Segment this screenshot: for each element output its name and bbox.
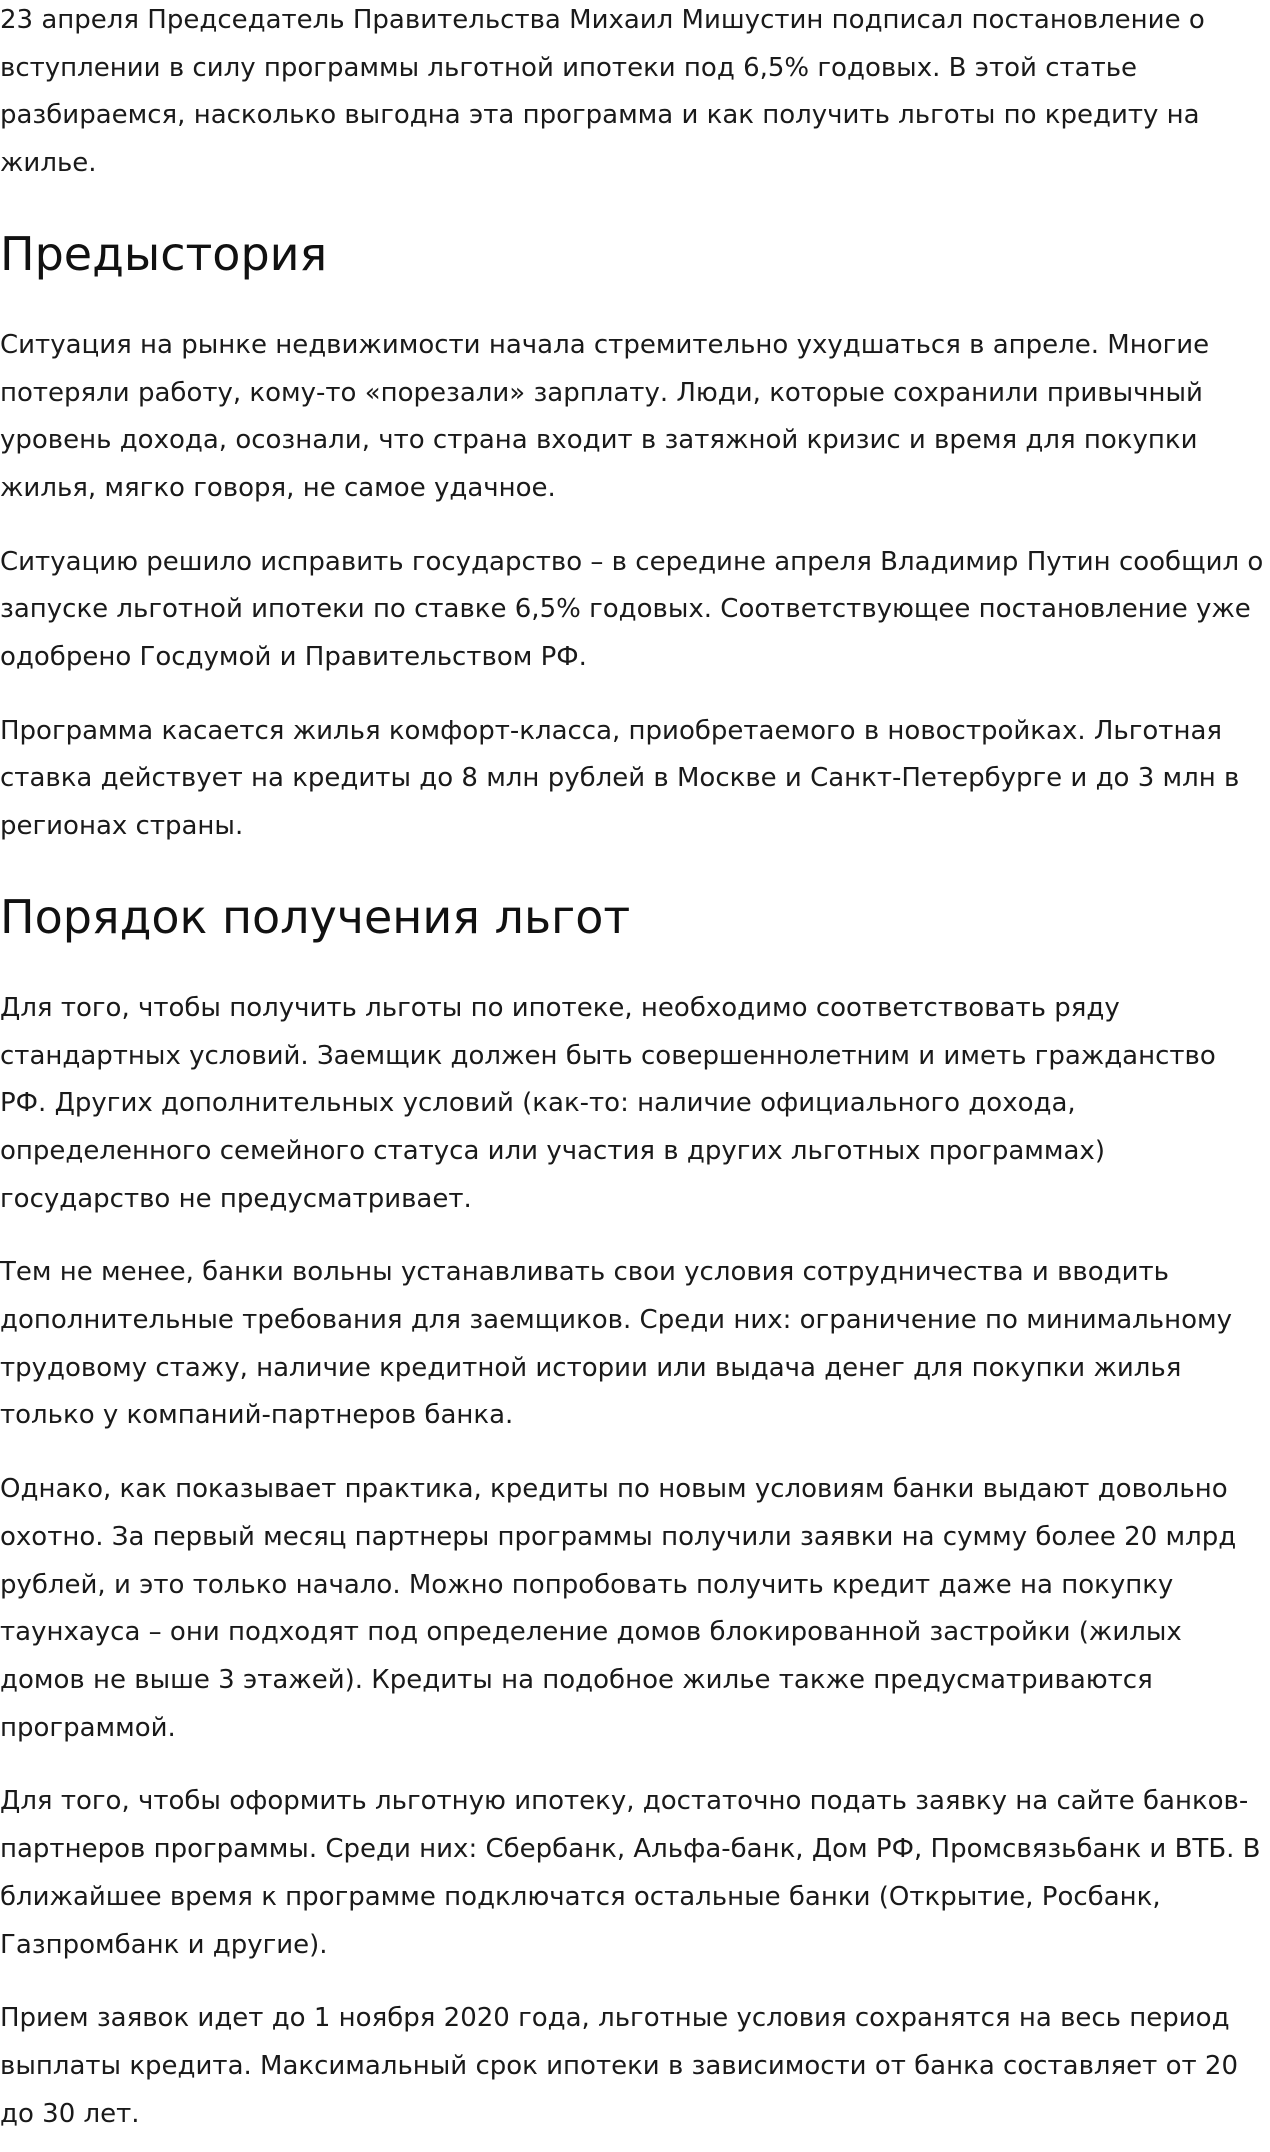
intro-paragraph: 23 апреля Председатель Правительства Михаил Мишустин подписал постановление о вступлении в силу программы льготной ипотеки под 6,5% годовых. В этой статье разбираемся, насколько выгодна эта программа и как получить льготы по кредиту на жилье.: [0, 5, 1205, 179]
paragraph: Прием заявок идет до 1 ноября 2020 года, льготные условия сохранятся на весь период выплаты кредита. Максимальный срок ипотеки в зависимости от банка составляет от 20 до 30 лет.: [0, 2003, 1238, 2129]
paragraph: Однако, как показывает практика, кредиты по новым условиям банки выдают довольно охотно. За первый месяц партнеры программы получили заявки на сумму более 20 млрд рублей, и это только начало. Можно попробовать получить кредит даже на покупку таунхауса – они подходят под определение домов блокированной застройки (жилых домов не выше 3 этажей). Кредиты на подобное жилье также предусматриваются программой.: [0, 1474, 1237, 1743]
paragraph: Для того, чтобы оформить льготную ипотеку, достаточно подать заявку на сайте банков-партнеров программы. Среди них: Сбербанк, Альфа-банк, Дом РФ, Промсвязьбанк и ВТБ. В ближайшее время к программе подключатся остальные банки (Открытие, Росбанк, Газпромбанк и другие).: [0, 1786, 1261, 1960]
paragraph: Ситуация на рынке недвижимости начала стремительно ухудшаться в апреле. Многие потеряли работу, кому-то «порезали» зарплату. Люди, которые сохранили привычный уровень дохода, осознали, что страна входит в затяжной кризис и время для покупки жилья, мягко говоря, не самое удачное.: [0, 329, 1210, 503]
paragraph: Тем не менее, банки вольны устанавливать свои условия сотрудничества и вводить дополнительные требования для заемщиков. Среди них: ограничение по минимальному трудовому стажу, наличие кредитной истории или выдача денег для покупки жилья только у компаний-партнеров банка.: [0, 1257, 1233, 1431]
paragraph: Программа касается жилья комфорт-класса, приобретаемого в новостройках. Льготная ставка действует на кредиты до 8 млн рублей в Москве и Санкт-Петербурге и до 3 млн в регионах страны.: [0, 715, 1240, 842]
paragraph: Ситуацию решило исправить государство – в середине апреля Владимир Путин сообщил о запуске льготной ипотеки по ставке 6,5% годовых. Соответствующее постановление уже одобрено Госдумой и Правительством РФ.: [0, 546, 1264, 673]
section-heading-procedure: Порядок получения льгот: [0, 889, 631, 944]
section-heading-background: Предыстория: [0, 226, 328, 281]
paragraph: Для того, чтобы получить льготы по ипотеке, необходимо соответствовать ряду стандартных условий. Заемщик должен быть совершеннолетним и иметь гражданство РФ. Других дополнительных условий (как-то: наличие официального дохода, определенного семейного статуса или участия в других льготных программах) государство не предусматривает.: [0, 992, 1216, 1214]
